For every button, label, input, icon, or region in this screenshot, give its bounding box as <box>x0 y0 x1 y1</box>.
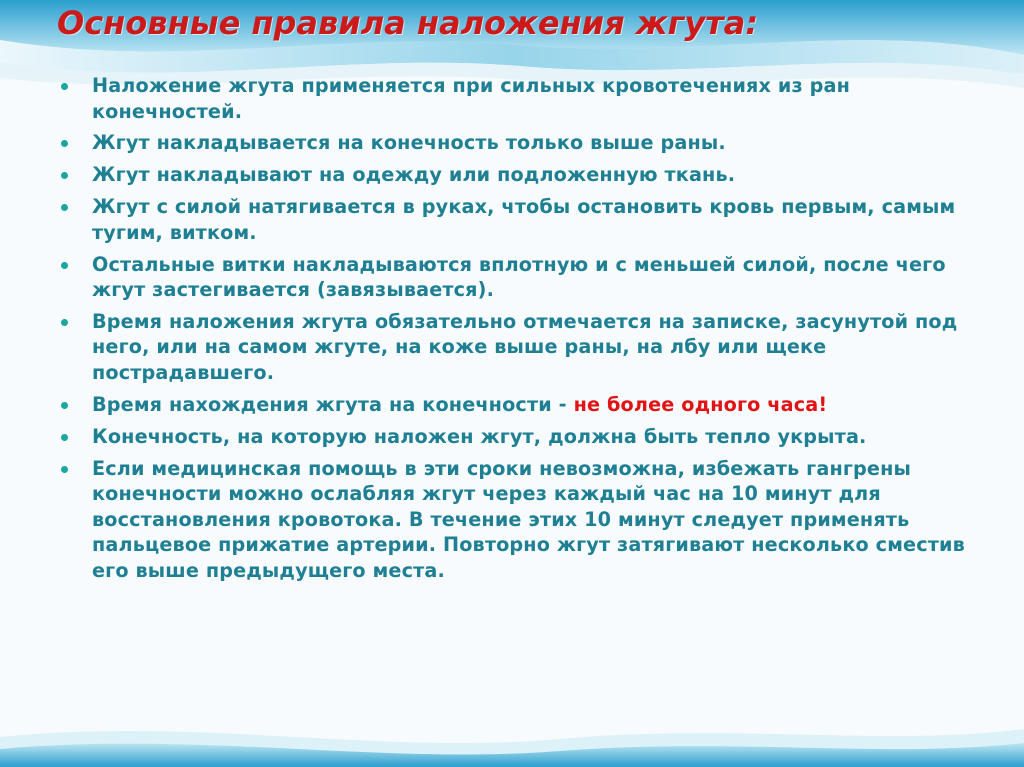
rule-text: Жгут с силой натягивается в руках, чтобы остановить кровь первым, самым тугим, витком. <box>92 195 956 244</box>
rule-text: Жгут накладывается на конечность только выше раны. <box>92 131 726 155</box>
list-item <box>58 392 988 418</box>
list-item <box>58 456 988 584</box>
bullet-icon <box>61 83 68 90</box>
rules-section <box>58 73 988 590</box>
bullet-icon <box>61 402 68 409</box>
bullet-icon <box>61 319 68 326</box>
list-item <box>58 309 988 386</box>
rule-text: Остальные витки накладываются вплотную и с меньшей силой, после чего жгут застегивается (завязывается). <box>92 252 946 302</box>
rule-highlight: не более одного часа! <box>573 392 828 416</box>
bottom-wave-decoration <box>0 707 1024 767</box>
rule-text: Время нахождения жгута на конечности - <box>92 392 574 416</box>
rule-text: Если медицинская помощь в эти сроки невозможна, избежать гангрены конечности можно ослабляя жгут через каждый час на 10 минут для восстановления кровотока. В течение этих 10 минут следует применять пальцевое прижатие артерии. Повторно жгут затягивают несколько сместив его выше предыдущего места. <box>92 456 965 582</box>
list-item <box>58 194 988 245</box>
list-item <box>58 424 988 450</box>
list-item <box>58 73 988 124</box>
rule-text: Наложение жгута применяется при сильных кровотечениях из ран конечностей. <box>92 74 850 123</box>
bullet-icon <box>61 204 68 211</box>
bullet-icon <box>61 434 68 441</box>
list-item <box>58 130 988 156</box>
list-item <box>58 252 988 303</box>
rules-list <box>58 73 988 583</box>
bullet-icon <box>61 140 68 147</box>
bullet-icon <box>61 172 68 179</box>
list-item <box>58 162 988 188</box>
bullet-icon <box>61 466 68 473</box>
rule-text: Жгут накладывают на одежду или подложенную ткань. <box>92 163 736 187</box>
bullet-icon <box>61 262 68 269</box>
rule-text: Время наложения жгута обязательно отмечается на записке, засунутой под него, или на самом жгуте, на коже выше раны, на лбу или щеке пострадавшего. <box>92 309 958 384</box>
page-title: Основные правила наложения жгута: <box>57 4 759 42</box>
rule-text: Конечность, на которую наложен жгут, должна быть тепло укрыта. <box>92 424 867 448</box>
